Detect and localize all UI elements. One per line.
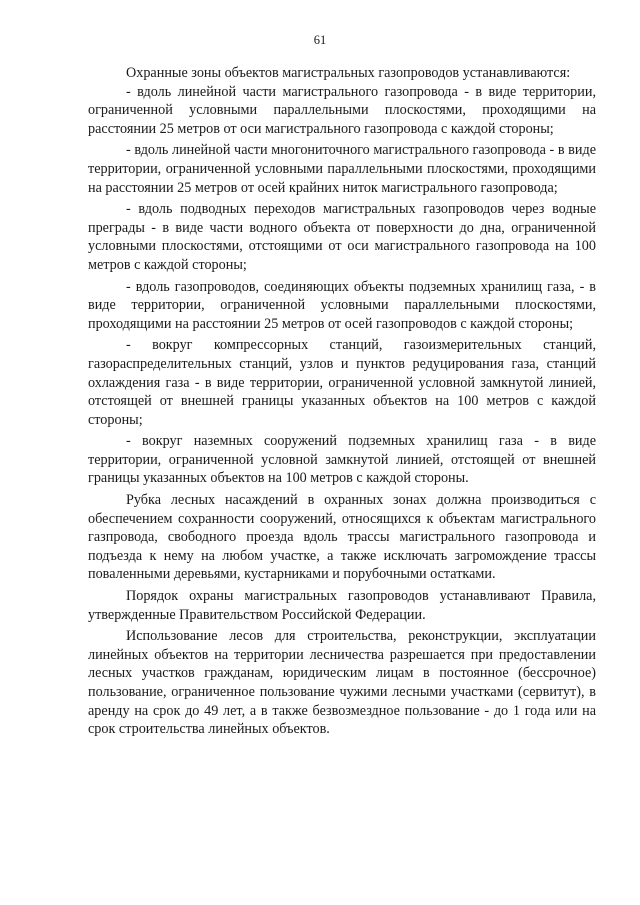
- paragraph-intro: Охранные зоны объектов магистральных газопроводов устанавливаются:: [126, 65, 571, 81]
- paragraph-logging: Рубка лесных насаждений в охранных зонах должна производиться с обеспечением сохранности сооружений, относящихся к объектам магистрального газпровода, свободного проезда вдоль трассы магистрального газопровода и подъезда к нему на любом участке, а также исключать загромождение трассы поваленными деревьями, кустарниками и порубочными остатками.: [88, 492, 596, 583]
- paragraph-item-linear-part: - вдоль линейной части магистрального газопровода - в виде территории, ограниченной условными параллельными плоскостями, проходящими на расстоянии 25 метров от оси магистрального газопровода с каждой стороны;: [88, 83, 596, 137]
- paragraph-item-storage-pipelines: - вдоль газопроводов, соединяющих объекты подземных хранилищ газа, - в виде территории, ограниченной условными параллельными плоскостями, проходящими на расстоянии 25 метров от осей газопроводов с каждой стороны;: [88, 278, 596, 332]
- paragraph-protection-rules: Порядок охраны магистральных газопроводов устанавливают Правила, утвержденные Правительством Российской Федерации.: [88, 588, 596, 623]
- paragraph-item-underwater: - вдоль подводных переходов магистральных газопроводов через водные преграды - в виде части водного объекта от поверхности до дна, ограниченной условными плоскостями, отстоящими от оси магистрального газопровода на 100 метров с каждой стороны;: [88, 201, 596, 273]
- paragraph-item-ground-structures: - вокруг наземных сооружений подземных хранилищ газа - в виде территории, ограниченной условной замкнутой линией, отстоящей от внешней границы указанных объектов на 100 метров с каждой стороны.: [88, 433, 596, 487]
- page-number: 61: [313, 33, 327, 47]
- document-body: [88, 64, 596, 739]
- paragraph-forest-use: Использование лесов для строительства, реконструкции, эксплуатации линейных объектов на территории лесничества разрешается при предоставлении лесных участков гражданам, юридическим лицам в постоянное (бессрочное) пользование, ограниченное пользование чужими лесными участками (сервитут), в аренду на срок до 49 лет, а в также безвозмездное пользование - до 1 года или на срок строительства линейных объектов.: [88, 628, 596, 738]
- paragraph-item-stations: - вокруг компрессорных станций, газоизмерительных станций, газораспределительных станций, узлов и пунктов редуцирования газа, станций охлаждения газа - в виде территории, ограниченной условной замкнутой линией, отстоящей от внешней границы указанных объектов на 100 метров с каждой стороны;: [88, 337, 596, 428]
- paragraph-item-multithread: - вдоль линейной части многониточного магистрального газопровода - в виде территории, ограниченной условными параллельными плоскостями, проходящими на расстоянии 25 метров от осей крайних ниток магистрального газопровода;: [88, 142, 596, 196]
